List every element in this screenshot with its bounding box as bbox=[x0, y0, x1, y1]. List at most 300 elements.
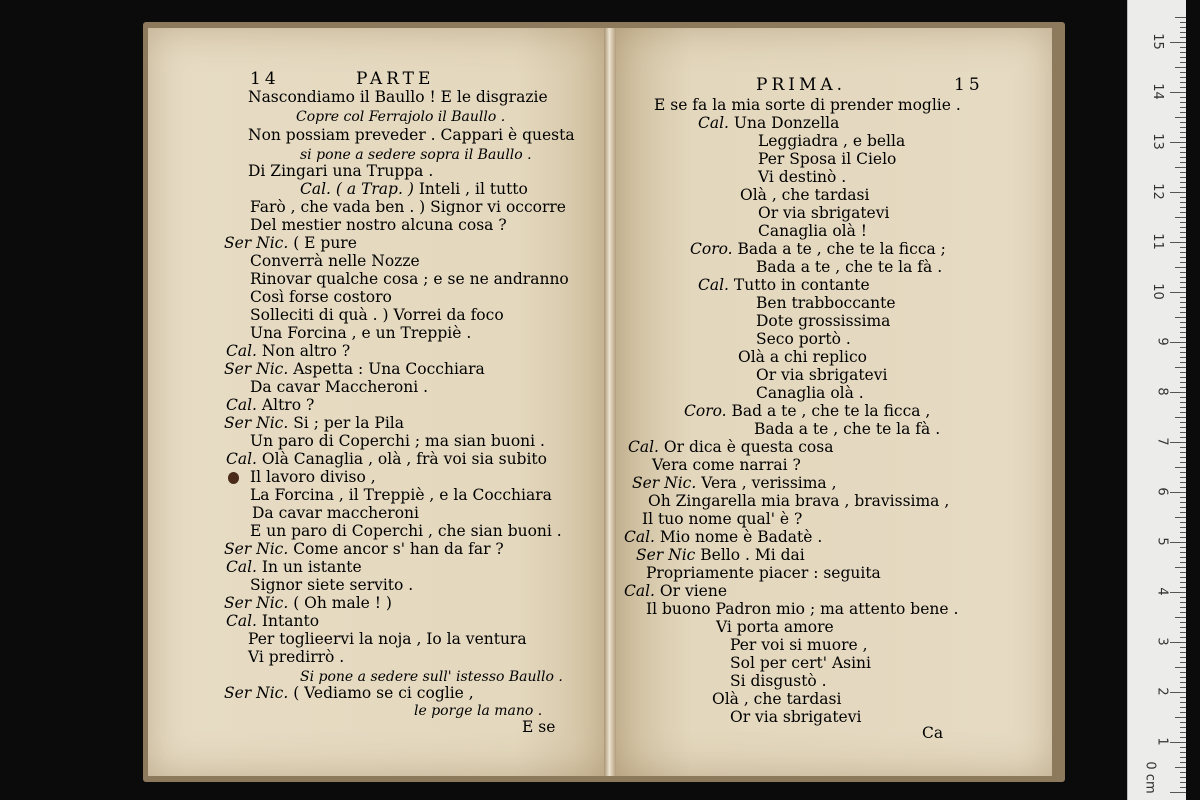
verse-line bbox=[730, 636, 868, 654]
ruler-number: 5 bbox=[1154, 537, 1170, 546]
verse-line bbox=[712, 690, 841, 708]
line-text: Olà a chi replico bbox=[738, 348, 867, 366]
line-text: Ben trabboccante bbox=[756, 294, 896, 312]
line-text: Signor siete servito . bbox=[250, 576, 414, 594]
ruler-tick bbox=[1175, 467, 1186, 468]
verse-line bbox=[756, 384, 864, 402]
line-text: Or via sbrigatevi bbox=[758, 204, 890, 222]
verse-line bbox=[224, 540, 504, 558]
ruler-tick bbox=[1175, 767, 1186, 768]
line-text: Farò , che vada ben . ) Signor vi occorre bbox=[250, 198, 566, 216]
line-text: Canaglia olà . bbox=[756, 384, 864, 402]
ruler-tick bbox=[1170, 792, 1186, 793]
verse-line bbox=[522, 718, 555, 736]
verse-line bbox=[250, 522, 562, 540]
verse-line bbox=[250, 468, 376, 486]
ruler-tick bbox=[1180, 612, 1186, 613]
ruler-tick bbox=[1180, 202, 1186, 203]
speaker-label: Cal. bbox=[300, 180, 336, 198]
ruler-tick bbox=[1175, 617, 1186, 618]
line-text: Bad a te , che te la ficca , bbox=[731, 402, 931, 420]
book-gutter bbox=[604, 28, 616, 776]
verse-line bbox=[756, 330, 851, 348]
verse-line bbox=[758, 168, 846, 186]
line-text: Intanto bbox=[261, 612, 320, 630]
ruler-tick bbox=[1180, 757, 1186, 758]
ruler-tick bbox=[1180, 252, 1186, 253]
ruler-number: 3 bbox=[1154, 637, 1170, 646]
ruler-tick bbox=[1180, 562, 1186, 563]
verse-line bbox=[652, 456, 801, 474]
ruler-tick bbox=[1180, 422, 1186, 423]
verse-line bbox=[758, 132, 905, 150]
ruler-tick bbox=[1180, 102, 1186, 103]
ruler-tick bbox=[1180, 787, 1186, 788]
ruler-tick bbox=[1170, 742, 1186, 743]
ruler-tick bbox=[1180, 557, 1186, 558]
ruler-unit-label: 0 cm bbox=[1142, 761, 1158, 794]
line-text: Oh Zingarella mia brava , bravissima , bbox=[648, 492, 950, 510]
line-text: Inteli , il tutto bbox=[418, 180, 528, 198]
line-text: Or viene bbox=[659, 582, 728, 600]
ruler-tick bbox=[1180, 87, 1186, 88]
verse-line bbox=[300, 180, 528, 198]
ruler-tick bbox=[1175, 317, 1186, 318]
ruler-tick bbox=[1180, 677, 1186, 678]
speaker-label: Cal. bbox=[698, 114, 734, 132]
ruler-tick bbox=[1170, 692, 1186, 693]
ruler-tick bbox=[1180, 472, 1186, 473]
verse-line bbox=[698, 276, 870, 294]
ruler-tick bbox=[1180, 112, 1186, 113]
speaker-label: Cal. bbox=[226, 396, 262, 414]
verse-line bbox=[248, 126, 575, 144]
ruler-tick bbox=[1180, 157, 1186, 158]
line-text: E se fa la mia sorte di prender moglie . bbox=[654, 96, 961, 114]
ruler-tick bbox=[1180, 452, 1186, 453]
ruler-tick bbox=[1180, 582, 1186, 583]
ruler-tick bbox=[1175, 267, 1186, 268]
ruler-tick bbox=[1180, 247, 1186, 248]
verse-line bbox=[248, 630, 527, 648]
right-page-number: 15 bbox=[954, 75, 984, 95]
verse-line bbox=[730, 708, 861, 726]
ruler-tick bbox=[1180, 682, 1186, 683]
verse-line bbox=[758, 222, 867, 240]
ruler-tick bbox=[1180, 347, 1186, 348]
verse-line bbox=[226, 450, 547, 468]
verse-line bbox=[224, 684, 474, 702]
ruler-tick bbox=[1175, 717, 1186, 718]
ruler-tick bbox=[1180, 277, 1186, 278]
ruler-tick bbox=[1180, 777, 1186, 778]
ruler-tick bbox=[1180, 687, 1186, 688]
ruler-tick bbox=[1180, 27, 1186, 28]
ruler-tick bbox=[1180, 572, 1186, 573]
ruler-tick bbox=[1180, 47, 1186, 48]
line-text: Per Sposa il Cielo bbox=[758, 150, 897, 168]
ruler-tick bbox=[1180, 627, 1186, 628]
verse-line bbox=[922, 724, 943, 742]
line-text: Bada a te , che te la fà . bbox=[756, 258, 943, 276]
ruler-number: 11 bbox=[1150, 233, 1166, 250]
ruler-tick bbox=[1180, 637, 1186, 638]
ruler-tick bbox=[1170, 192, 1186, 193]
line-text: ( Oh male ! ) bbox=[293, 594, 392, 612]
ruler-tick bbox=[1180, 712, 1186, 713]
right-running-head: PRIMA. bbox=[756, 75, 847, 95]
ruler-tick bbox=[1180, 302, 1186, 303]
ruler-number: 14 bbox=[1150, 83, 1166, 100]
speaker-label: Cal. bbox=[226, 450, 262, 468]
speaker-label: Cal. bbox=[624, 528, 660, 546]
verse-line bbox=[646, 564, 881, 582]
line-text: Aspetta : Una Cocchiara bbox=[293, 360, 485, 378]
ruler-tick bbox=[1180, 122, 1186, 123]
ruler-tick bbox=[1180, 72, 1186, 73]
ruler-tick bbox=[1180, 352, 1186, 353]
verse-line bbox=[628, 438, 833, 456]
verse-line bbox=[226, 612, 319, 630]
line-text: ( E pure bbox=[293, 234, 357, 252]
line-text: Or via sbrigatevi bbox=[730, 708, 862, 726]
ruler-tick bbox=[1180, 532, 1186, 533]
ruler-tick bbox=[1175, 117, 1186, 118]
ruler-tick bbox=[1170, 42, 1186, 43]
verse-line bbox=[224, 360, 485, 378]
ruler-tick bbox=[1180, 82, 1186, 83]
line-text: Il tuo nome qual' è ? bbox=[642, 510, 803, 528]
ruler-tick bbox=[1180, 597, 1186, 598]
ruler-tick bbox=[1180, 632, 1186, 633]
speaker-label: Ser Nic. bbox=[224, 234, 294, 252]
ruler-tick bbox=[1180, 447, 1186, 448]
ruler-tick bbox=[1180, 257, 1186, 258]
measurement-ruler bbox=[1127, 0, 1186, 800]
verse-line bbox=[698, 114, 839, 132]
verse-line bbox=[684, 402, 930, 420]
ruler-number: 7 bbox=[1154, 437, 1170, 446]
line-text: Da cavar Maccheroni . bbox=[250, 378, 429, 396]
ruler-number: 1 bbox=[1154, 737, 1170, 746]
ruler-tick bbox=[1180, 732, 1186, 733]
speaker-label: Coro. bbox=[690, 240, 738, 258]
ruler-tick bbox=[1180, 212, 1186, 213]
ruler-tick bbox=[1180, 412, 1186, 413]
ruler-number: 10 bbox=[1150, 283, 1166, 300]
verse-line bbox=[248, 648, 344, 666]
ruler-tick bbox=[1180, 587, 1186, 588]
ruler-tick bbox=[1180, 537, 1186, 538]
ruler-tick bbox=[1180, 477, 1186, 478]
line-text: Leggiadra , e bella bbox=[758, 132, 906, 150]
ruler-tick bbox=[1180, 512, 1186, 513]
ruler-tick bbox=[1175, 217, 1186, 218]
verse-line bbox=[646, 600, 958, 618]
ruler-tick bbox=[1180, 327, 1186, 328]
line-text: Nascondiamo il Baullo ! E le disgrazie bbox=[248, 88, 548, 106]
line-text: ( Vediamo se ci coglie , bbox=[293, 684, 474, 702]
verse-line bbox=[632, 474, 837, 492]
ruler-tick bbox=[1180, 362, 1186, 363]
ruler-tick bbox=[1180, 772, 1186, 773]
ruler-tick bbox=[1180, 602, 1186, 603]
line-text: In un istante bbox=[261, 558, 362, 576]
ruler-tick bbox=[1180, 387, 1186, 388]
verse-line bbox=[756, 312, 890, 330]
line-text: Sol per cert' Asini bbox=[730, 654, 871, 672]
verse-line bbox=[648, 492, 949, 510]
verse-line bbox=[250, 216, 507, 234]
speaker-label: Cal. bbox=[226, 612, 262, 630]
ruler-tick bbox=[1170, 92, 1186, 93]
ruler-tick bbox=[1180, 487, 1186, 488]
ruler-tick bbox=[1180, 297, 1186, 298]
line-text: Olà , che tardasi bbox=[712, 690, 842, 708]
ruler-tick bbox=[1180, 782, 1186, 783]
verse-line bbox=[248, 88, 548, 106]
line-text: Bello . Mi dai bbox=[700, 546, 805, 564]
line-text: si pone a sedere sopra il Baullo . bbox=[300, 147, 532, 163]
verse-line bbox=[758, 150, 896, 168]
ruler-tick bbox=[1180, 232, 1186, 233]
line-text: Da cavar maccheroni bbox=[252, 504, 419, 522]
ruler-tick bbox=[1180, 207, 1186, 208]
ruler-tick bbox=[1180, 22, 1186, 23]
verse-line bbox=[250, 306, 504, 324]
ruler-tick bbox=[1180, 702, 1186, 703]
line-text: Vera , verissima , bbox=[701, 474, 837, 492]
line-text: Olà Canaglia , olà , frà voi sia subito bbox=[261, 450, 547, 468]
ruler-tick bbox=[1180, 307, 1186, 308]
line-text: Dote grossissima bbox=[756, 312, 891, 330]
ruler-tick bbox=[1180, 147, 1186, 148]
line-text: Mio nome è Badatè . bbox=[659, 528, 823, 546]
verse-line bbox=[226, 396, 314, 414]
ruler-tick bbox=[1180, 402, 1186, 403]
line-text: Come ancor s' han da far ? bbox=[293, 540, 504, 558]
ruler-tick bbox=[1180, 77, 1186, 78]
line-text: E un paro di Coperchi , che sian buoni . bbox=[250, 522, 562, 540]
line-text: Solleciti di quà . ) Vorrei da foco bbox=[250, 306, 504, 324]
ruler-tick bbox=[1170, 592, 1186, 593]
ruler-number: 2 bbox=[1154, 687, 1170, 696]
ruler-tick bbox=[1180, 152, 1186, 153]
left-running-head: PARTE bbox=[356, 69, 435, 89]
ruler-tick bbox=[1180, 332, 1186, 333]
ruler-tick bbox=[1170, 292, 1186, 293]
ruler-tick bbox=[1175, 417, 1186, 418]
ruler-tick bbox=[1180, 322, 1186, 323]
ruler-number: 12 bbox=[1150, 183, 1166, 200]
ruler-tick bbox=[1170, 242, 1186, 243]
ruler-tick bbox=[1170, 542, 1186, 543]
line-text: Propriamente piacer : seguita bbox=[646, 564, 881, 582]
ruler-tick bbox=[1180, 407, 1186, 408]
speaker-label: Ser Nic. bbox=[224, 360, 294, 378]
ruler-tick bbox=[1180, 132, 1186, 133]
ruler-tick bbox=[1180, 762, 1186, 763]
verse-line bbox=[636, 546, 805, 564]
ruler-tick bbox=[1180, 727, 1186, 728]
verse-line bbox=[250, 288, 392, 306]
ruler-tick bbox=[1180, 357, 1186, 358]
ruler-tick bbox=[1180, 377, 1186, 378]
ruler-tick bbox=[1175, 167, 1186, 168]
ruler-tick bbox=[1170, 142, 1186, 143]
verse-line bbox=[690, 240, 946, 258]
ruler-tick bbox=[1180, 127, 1186, 128]
line-text: Non possiam preveder . Cappari è questa bbox=[248, 126, 575, 144]
ruler-tick bbox=[1180, 272, 1186, 273]
ruler-number: 6 bbox=[1154, 487, 1170, 496]
ruler-tick bbox=[1180, 137, 1186, 138]
line-text: Altro ? bbox=[261, 396, 315, 414]
ruler-tick bbox=[1180, 162, 1186, 163]
ruler-tick bbox=[1180, 62, 1186, 63]
ruler-tick bbox=[1180, 287, 1186, 288]
line-text: E se bbox=[522, 718, 556, 736]
ruler-tick bbox=[1180, 397, 1186, 398]
verse-line bbox=[250, 486, 552, 504]
line-text: Vi porta amore bbox=[716, 618, 834, 636]
speaker-label: Ser Nic bbox=[636, 546, 701, 564]
verse-line bbox=[224, 594, 392, 612]
line-text: Di Zingari una Truppa . bbox=[248, 162, 434, 180]
line-text: Una Forcina , e un Treppiè . bbox=[250, 324, 472, 342]
ruler-tick bbox=[1175, 667, 1186, 668]
verse-line bbox=[250, 432, 545, 450]
speaker-label: Cal. bbox=[698, 276, 734, 294]
speaker-label: Ser Nic. bbox=[224, 540, 294, 558]
line-text: Per toglieervi la noja , Io la ventura bbox=[248, 630, 527, 648]
speaker-label: Coro. bbox=[684, 402, 732, 420]
line-text: Or via sbrigatevi bbox=[756, 366, 888, 384]
ruler-tick bbox=[1180, 547, 1186, 548]
ruler-number: 13 bbox=[1150, 133, 1166, 150]
ruler-tick bbox=[1180, 502, 1186, 503]
ruler-tick bbox=[1180, 262, 1186, 263]
ruler-tick bbox=[1180, 482, 1186, 483]
ruler-tick bbox=[1180, 522, 1186, 523]
line-text: Copre col Ferrajolo il Baullo . bbox=[296, 109, 506, 125]
line-text: Bada a te , che te la fà . bbox=[754, 420, 941, 438]
ruler-tick bbox=[1180, 552, 1186, 553]
speaker-label: Cal. bbox=[226, 342, 262, 360]
ruler-tick bbox=[1180, 222, 1186, 223]
verse-line bbox=[758, 204, 889, 222]
ruler-number: 4 bbox=[1154, 587, 1170, 596]
verse-line bbox=[642, 510, 802, 528]
line-text: Del mestier nostro alcuna cosa ? bbox=[250, 216, 507, 234]
ruler-number: 9 bbox=[1154, 337, 1170, 346]
ruler-tick bbox=[1180, 622, 1186, 623]
ruler-tick bbox=[1180, 32, 1186, 33]
line-text: Il buono Padron mio ; ma attento bene . bbox=[646, 600, 959, 618]
ruler-tick bbox=[1180, 312, 1186, 313]
line-text: Un paro di Coperchi ; ma sian buoni . bbox=[250, 432, 545, 450]
ruler-tick bbox=[1180, 432, 1186, 433]
ruler-tick bbox=[1180, 177, 1186, 178]
ruler-tick bbox=[1175, 517, 1186, 518]
ruler-tick bbox=[1180, 182, 1186, 183]
line-text: Si ; per la Pila bbox=[293, 414, 404, 432]
ruler-tick bbox=[1180, 497, 1186, 498]
line-text: La Forcina , il Treppiè , e la Cocchiara bbox=[250, 486, 552, 504]
speaker-label: Cal. bbox=[624, 582, 660, 600]
ruler-tick bbox=[1180, 282, 1186, 283]
ruler-tick bbox=[1180, 462, 1186, 463]
ruler-tick bbox=[1180, 437, 1186, 438]
ruler-tick bbox=[1180, 107, 1186, 108]
verse-line bbox=[252, 504, 419, 522]
verse-line bbox=[226, 342, 350, 360]
line-text: Tutto in contante bbox=[733, 276, 870, 294]
ruler-tick bbox=[1180, 507, 1186, 508]
ruler-tick bbox=[1180, 172, 1186, 173]
verse-line bbox=[716, 618, 834, 636]
ruler-tick bbox=[1180, 197, 1186, 198]
ruler-tick bbox=[1170, 442, 1186, 443]
verse-line bbox=[250, 252, 420, 270]
line-text: Il lavoro diviso , bbox=[250, 468, 376, 486]
ruler-tick bbox=[1180, 662, 1186, 663]
ruler-tick bbox=[1180, 652, 1186, 653]
ruler-tick bbox=[1180, 97, 1186, 98]
line-text: Si disgustò . bbox=[730, 672, 827, 690]
ruler-tick bbox=[1180, 657, 1186, 658]
verse-line bbox=[624, 528, 822, 546]
ruler-tick bbox=[1180, 187, 1186, 188]
verse-line bbox=[756, 258, 942, 276]
ruler-number: 8 bbox=[1154, 387, 1170, 396]
verse-line bbox=[250, 270, 569, 288]
ruler-tick bbox=[1170, 392, 1186, 393]
ruler-number: 15 bbox=[1150, 33, 1166, 50]
ruler-tick bbox=[1180, 382, 1186, 383]
ruler-tick bbox=[1180, 647, 1186, 648]
ruler-tick bbox=[1180, 372, 1186, 373]
speaker-label: Ser Nic. bbox=[224, 414, 294, 432]
verse-line bbox=[624, 582, 727, 600]
ruler-tick bbox=[1180, 57, 1186, 58]
verse-line bbox=[730, 672, 827, 690]
ruler-tick bbox=[1175, 67, 1186, 68]
ruler-tick bbox=[1170, 642, 1186, 643]
ink-blot bbox=[228, 472, 239, 484]
ruler-tick bbox=[1170, 492, 1186, 493]
line-text: Per voi si muore , bbox=[730, 636, 868, 654]
verse-line bbox=[738, 348, 867, 366]
ruler-tick bbox=[1180, 707, 1186, 708]
ruler-tick bbox=[1180, 237, 1186, 238]
speaker-label: Ser Nic. bbox=[224, 594, 294, 612]
stage-direction bbox=[296, 108, 505, 126]
line-text: Bada a te , che te la ficca ; bbox=[737, 240, 946, 258]
line-text: Così forse costoro bbox=[250, 288, 392, 306]
verse-line bbox=[756, 294, 896, 312]
verse-line bbox=[250, 198, 566, 216]
ruler-tick bbox=[1175, 567, 1186, 568]
speaker-label: Ser Nic. bbox=[224, 684, 294, 702]
ruler-tick bbox=[1170, 342, 1186, 343]
ruler-tick bbox=[1180, 722, 1186, 723]
ruler-tick bbox=[1180, 607, 1186, 608]
verse-line bbox=[250, 576, 413, 594]
speaker-label: Cal. bbox=[226, 558, 262, 576]
line-text: Una Donzella bbox=[733, 114, 840, 132]
verse-line bbox=[756, 366, 887, 384]
